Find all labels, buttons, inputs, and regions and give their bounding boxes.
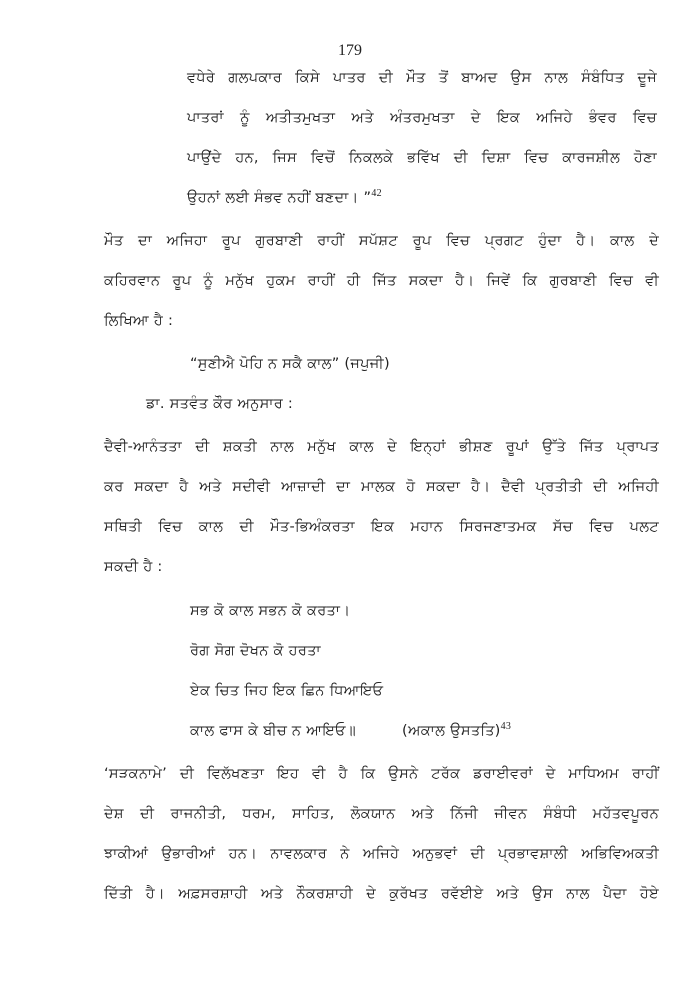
paragraph-line: ਦੇਸ਼ ਦੀ ਰਾਜਨੀਤੀ, ਧਰਮ, ਸਾਹਿਤ, ਲੋਕਯਾਨ ਅਤੇ ਨਿੱਜੀ ਜੀਵਨ ਸੰਬੰਧੀ ਮਹੱਤਵਪੂਰਨ (104, 806, 659, 822)
attribution: ਡਾ. ਸਤਵੰਤ ਕੌਰ ਅਨੁਸਾਰ : (146, 396, 294, 412)
quote-line: ਪਾਉਂਦੇ ਹਨ, ਜਿਸ ਵਿਚੋਂ ਨਿਕਲਕੇ ਭਵਿੱਖ ਦੀ ਦਿਸ਼ਾ ਵਿਚ ਕਾਰਜਸ਼ੀਲ ਹੋਣਾ (187, 150, 657, 166)
paragraph-line: ‘ਸੜਕਨਾਮੇ’ ਦੀ ਵਿਲੱਖਣਤਾ ਇਹ ਵੀ ਹੈ ਕਿ ਉਸਨੇ ਟਰੱਕ ਡਰਾਈਵਰਾਂ ਦੇ ਮਾਧਿਅਮ ਰਾਹੀਂ (104, 766, 659, 782)
page-number: 179 (338, 42, 362, 59)
paragraph-line: ਕਹਿਰਵਾਨ ਰੂਪ ਨੂੰ ਮਨੁੱਖ ਹੁਕਮ ਰਾਹੀਂ ਹੀ ਜਿੱਤ ਸਕਦਾ ਹੈ। ਜਿਵੇਂ ਕਿ ਗੁਰਬਾਣੀ ਵਿਚ ਵੀ (104, 273, 659, 289)
footnote-ref: 42 (371, 188, 382, 200)
paragraph-line: ਸਥਿਤੀ ਵਿਚ ਕਾਲ ਦੀ ਮੌਤ-ਭਿਅੰਕਰਤਾ ਇਕ ਮਹਾਨ ਸਿਰਜਣਾਤਮਕ ਸੱਚ ਵਿਚ ਪਲਟ (104, 519, 659, 535)
paragraph-line: ਕਰ ਸਕਦਾ ਹੈ ਅਤੇ ਸਦੀਵੀ ਆਜ਼ਾਦੀ ਦਾ ਮਾਲਕ ਹੋ ਸਕਦਾ ਹੈ। ਦੈਵੀ ਪ੍ਰਤੀਤੀ ਦੀ ਅਜਿਹੀ (104, 479, 659, 495)
quote-line: ਵਧੇਰੇ ਗਲਪਕਾਰ ਕਿਸੇ ਪਾਤਰ ਦੀ ਮੌਤ ਤੋਂ ਬਾਅਦ ਉਸ ਨਾਲ ਸੰਬੰਧਿਤ ਦੂਜੇ (187, 70, 657, 86)
paragraph-line: ਦਿੱਤੀ ਹੈ। ਅਫ਼ਸਰਸ਼ਾਹੀ ਅਤੇ ਨੌਕਰਸ਼ਾਹੀ ਦੇ ਕੁਰੱਖਤ ਰਵੱਈਏ ਅਤੇ ਉਸ ਨਾਲ ਪੈਦਾ ਹੋਏ (104, 886, 659, 902)
verse-line: ਰੋਗ ਸੋਗ ਦੋਖਨ ਕੋ ਹਰਤਾ (190, 643, 321, 659)
verse-line: ਕਾਲ ਫਾਸ ਕੇ ਬੀਚ ਨ ਆਇਓ॥ (190, 723, 356, 739)
paragraph-line: ਸਕਦੀ ਹੈ : (104, 559, 163, 575)
quote-line-last (187, 190, 382, 206)
paragraph-line: ਲਿਖਿਆ ਹੈ : (104, 313, 174, 329)
paragraph-line: ਦੈਵੀ-ਆਨੰਤਤਾ ਦੀ ਸ਼ਕਤੀ ਨਾਲ ਮਨੁੱਖ ਕਾਲ ਦੇ ਇਨ੍ਹਾਂ ਭੀਸ਼ਣ ਰੂਪਾਂ ਉੱਤੇ ਜਿੱਤ ਪ੍ਰਾਪਤ (104, 439, 659, 455)
verse-line: ਸਭ ਕੋ ਕਾਲ ਸਭਨ ਕੋ ਕਰਤਾ। (190, 603, 351, 619)
verse-line: ਏਕ ਚਿਤ ਜਿਹ ਇਕ ਛਿਨ ਧਿਆਇਓ (190, 683, 384, 699)
paragraph-line: ਝਾਕੀਆਂ ਉਭਾਰੀਆਂ ਹਨ। ਨਾਵਲਕਾਰ ਨੇ ਅਜਿਹੇ ਅਨੁਭਵਾਂ ਦੀ ਪ੍ਰਭਾਵਸ਼ਾਲੀ ਅਭਿਵਿਅਕਤੀ (104, 846, 659, 862)
scripture-quote: “ਸੁਣੀਐ ਪੋਹਿ ਨ ਸਕੈ ਕਾਲ” (ਜਪੁਜੀ) (190, 356, 390, 372)
source-text: (ਅਕਾਲ ਉਸਤਤਿ) (402, 723, 501, 739)
verse-source (402, 723, 511, 739)
footnote-ref: 43 (500, 721, 512, 733)
quote-text: ਉਹਨਾਂ ਲਈ ਸੰਭਵ ਨਹੀਂ ਬਣਦਾ। ” (187, 190, 372, 206)
paragraph-line: ਮੌਤ ਦਾ ਅਜਿਹਾ ਰੂਪ ਗੁਰਬਾਣੀ ਰਾਹੀਂ ਸਪੱਸ਼ਟ ਰੂਪ ਵਿਚ ਪ੍ਰਗਟ ਹੁੰਦਾ ਹੈ। ਕਾਲ ਦੇ (104, 233, 659, 249)
quote-line: ਪਾਤਰਾਂ ਨੂੰ ਅਤੀਤਮੁਖਤਾ ਅਤੇ ਅੰਤਰਮੁਖਤਾ ਦੇ ਇਕ ਅਜਿਹੇ ਭੰਵਰ ਵਿਚ (187, 110, 657, 126)
